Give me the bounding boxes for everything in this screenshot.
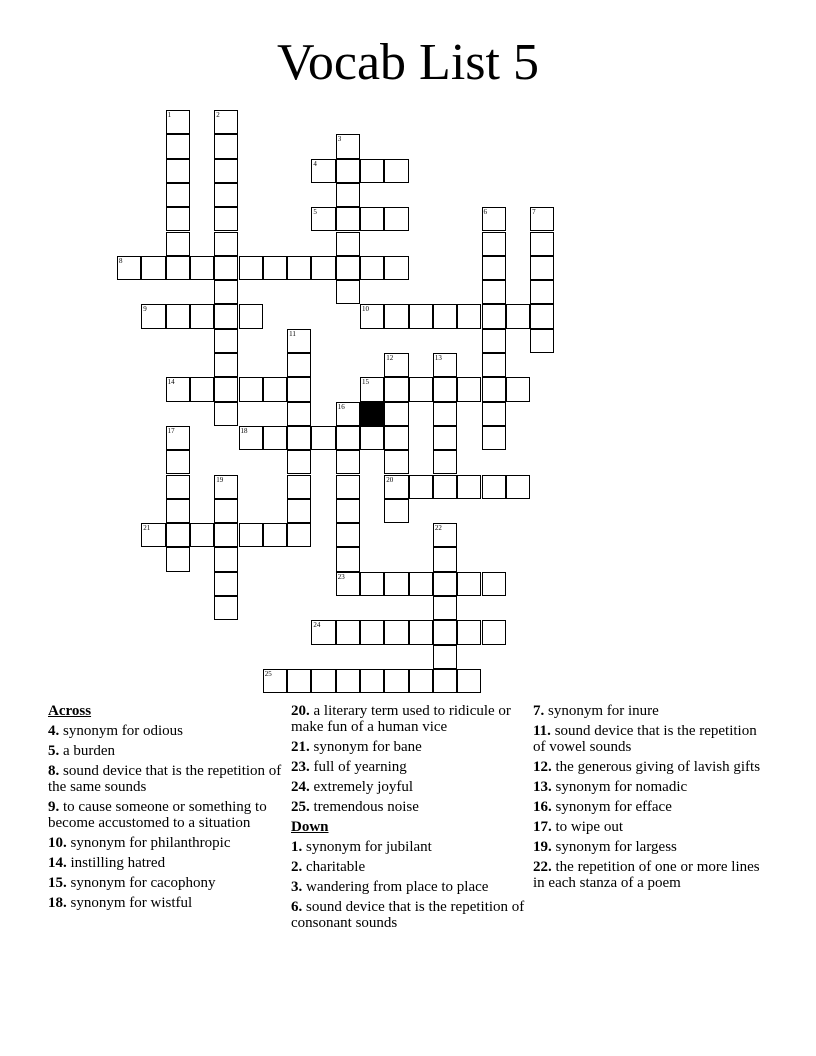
grid-cell[interactable]	[482, 402, 506, 426]
grid-cell[interactable]	[336, 475, 360, 499]
grid-cell[interactable]	[482, 232, 506, 256]
clue-number: 23	[337, 572, 345, 581]
grid-cell[interactable]	[384, 499, 408, 523]
clue-num: 1.	[291, 839, 303, 855]
grid-cell[interactable]	[141, 256, 165, 280]
clue-text: tremendous noise	[309, 799, 419, 815]
grid-cell[interactable]	[214, 402, 238, 426]
clue-text: synonym for jubilant	[302, 839, 432, 855]
clue-text: synonym for cacophony	[66, 875, 216, 891]
clue-num: 11.	[533, 723, 551, 739]
grid-cell[interactable]	[433, 450, 457, 474]
grid-cell[interactable]	[166, 232, 190, 256]
grid-cell[interactable]	[457, 377, 481, 401]
grid-cell[interactable]	[166, 450, 190, 474]
grid-cell[interactable]	[311, 159, 335, 183]
grid-cell[interactable]	[360, 207, 384, 231]
grid-cell[interactable]	[263, 523, 287, 547]
grid-cell[interactable]	[311, 426, 335, 450]
clue-number: 3	[337, 135, 342, 144]
grid-cell[interactable]	[530, 207, 554, 231]
clue-num: 4.	[48, 723, 60, 739]
down-heading: Down	[291, 819, 329, 835]
across-clue	[48, 763, 283, 795]
clue-number: 10	[362, 305, 369, 314]
grid-cell[interactable]	[336, 620, 360, 644]
clue-column-2	[291, 703, 526, 935]
grid-cell[interactable]	[214, 110, 238, 134]
grid-cell[interactable]	[433, 426, 457, 450]
down-clue	[533, 723, 768, 755]
grid-cell[interactable]	[239, 304, 263, 328]
grid-cell[interactable]	[360, 620, 384, 644]
grid-cell[interactable]	[336, 159, 360, 183]
grid-cell[interactable]	[384, 377, 408, 401]
grid-cell[interactable]	[433, 523, 457, 547]
clue-text: charitable	[302, 859, 366, 875]
across-clue	[48, 895, 283, 911]
clue-num: 6.	[291, 899, 303, 915]
grid-cell[interactable]	[482, 572, 506, 596]
grid-cell[interactable]	[360, 669, 384, 693]
down-clue	[533, 703, 768, 719]
clue-number: 21	[143, 524, 151, 533]
grid-cell[interactable]	[506, 304, 530, 328]
grid-cell[interactable]	[530, 280, 554, 304]
clue-number: 7	[532, 208, 536, 217]
grid-cell[interactable]	[166, 304, 190, 328]
grid-cell[interactable]	[457, 572, 481, 596]
grid-cell[interactable]	[409, 377, 433, 401]
grid-cell[interactable]	[214, 329, 238, 353]
clue-number: 19	[216, 475, 224, 484]
grid-cell[interactable]	[384, 304, 408, 328]
grid-cell[interactable]	[457, 475, 481, 499]
grid-cell[interactable]	[166, 207, 190, 231]
clue-number: 11	[289, 329, 296, 338]
grid-cell[interactable]	[433, 402, 457, 426]
grid-cell[interactable]	[482, 475, 506, 499]
clue-num: 5.	[48, 743, 60, 759]
grid-cell[interactable]	[530, 304, 554, 328]
grid-cell[interactable]	[384, 159, 408, 183]
clue-column-3	[533, 703, 768, 895]
grid-cell[interactable]	[384, 475, 408, 499]
grid-cell[interactable]	[360, 377, 384, 401]
clue-number: 4	[313, 159, 317, 168]
down-clue	[533, 859, 768, 891]
clue-number: 9	[143, 305, 147, 314]
clue-text: synonym for inure	[544, 703, 659, 719]
grid-cell[interactable]	[190, 256, 214, 280]
clue-number: 16	[337, 402, 345, 411]
grid-cell[interactable]	[214, 207, 238, 231]
clue-text: full of yearning	[309, 759, 407, 775]
grid-cell[interactable]	[263, 426, 287, 450]
grid-cell[interactable]	[506, 475, 530, 499]
across-clue	[48, 855, 283, 871]
clue-text: the repetition of one or more lines in each stanza of a poem	[533, 859, 760, 891]
down-clue	[291, 859, 526, 875]
grid-cell[interactable]	[384, 256, 408, 280]
grid-cell[interactable]	[384, 620, 408, 644]
grid-cell[interactable]	[214, 353, 238, 377]
down-clue	[291, 839, 526, 855]
grid-cell[interactable]	[360, 256, 384, 280]
crossword-grid[interactable]	[117, 110, 554, 692]
grid-cell[interactable]	[263, 256, 287, 280]
clue-num: 8.	[48, 763, 60, 779]
grid-cell[interactable]	[287, 475, 311, 499]
across-clue	[48, 743, 283, 759]
grid-cell[interactable]	[384, 207, 408, 231]
grid-cell[interactable]	[214, 572, 238, 596]
grid-cell[interactable]	[433, 475, 457, 499]
clue-number: 6	[483, 208, 487, 217]
grid-cell[interactable]	[239, 426, 263, 450]
grid-cell[interactable]	[360, 304, 384, 328]
down-clue	[533, 819, 768, 835]
clue-number: 20	[386, 475, 394, 484]
clue-number: 14	[167, 378, 175, 387]
grid-cell[interactable]	[214, 304, 238, 328]
grid-cell[interactable]	[190, 523, 214, 547]
grid-cell[interactable]	[433, 645, 457, 669]
grid-cell[interactable]	[433, 304, 457, 328]
grid-cell[interactable]	[214, 377, 238, 401]
page-title: Vocab List 5	[277, 34, 539, 91]
clue-number: 1	[167, 111, 172, 119]
clue-num: 12.	[533, 759, 552, 775]
grid-cell[interactable]	[287, 256, 311, 280]
grid-cell[interactable]	[287, 377, 311, 401]
grid-cell[interactable]	[433, 572, 457, 596]
grid-cell[interactable]	[166, 377, 190, 401]
grid-cell[interactable]	[384, 669, 408, 693]
across-clue	[48, 799, 283, 831]
across-clue	[291, 703, 526, 735]
clue-text: synonym for wistful	[66, 895, 193, 911]
clue-text: synonym for philanthropic	[66, 835, 231, 851]
grid-cell[interactable]	[336, 183, 360, 207]
grid-cell[interactable]	[214, 547, 238, 571]
clue-number: 8	[119, 256, 123, 265]
grid-cell[interactable]	[360, 159, 384, 183]
grid-cell[interactable]	[336, 402, 360, 426]
clue-num: 21.	[291, 739, 310, 755]
clue-number: 24	[313, 621, 321, 630]
grid-cell[interactable]	[433, 547, 457, 571]
clue-num: 22.	[533, 859, 552, 875]
clue-number: 22	[434, 524, 442, 533]
grid-cell[interactable]	[482, 256, 506, 280]
clue-text: synonym for bane	[309, 739, 422, 755]
grid-cell[interactable]	[287, 402, 311, 426]
grid-cell[interactable]	[287, 426, 311, 450]
grid-cell[interactable]	[360, 426, 384, 450]
grid-cell[interactable]	[287, 523, 311, 547]
grid-cell[interactable]	[166, 159, 190, 183]
grid-cell[interactable]	[360, 572, 384, 596]
clue-num: 13.	[533, 779, 552, 795]
grid-cell[interactable]	[336, 450, 360, 474]
grid-cell[interactable]	[214, 134, 238, 158]
grid-cell[interactable]	[530, 232, 554, 256]
clue-num: 14.	[48, 855, 67, 871]
grid-cell[interactable]	[336, 547, 360, 571]
grid-cell[interactable]	[336, 256, 360, 280]
clue-number: 15	[362, 378, 369, 387]
grid-cell[interactable]	[190, 304, 214, 328]
down-clue	[533, 779, 768, 795]
clue-text: sound device that is the repetition of consonant sounds	[291, 899, 525, 931]
across-clue	[291, 739, 526, 755]
clue-number: 18	[240, 426, 248, 435]
grid-cell[interactable]	[239, 377, 263, 401]
grid-cell[interactable]	[409, 475, 433, 499]
grid-cell[interactable]	[166, 547, 190, 571]
black-square	[360, 402, 384, 426]
grid-cell[interactable]	[482, 329, 506, 353]
grid-cell[interactable]	[287, 353, 311, 377]
grid-cell[interactable]	[482, 280, 506, 304]
clue-text: a literary term used to ridicule or make fun of a human vice	[291, 703, 511, 735]
clue-num: 3.	[291, 879, 303, 895]
grid-cell[interactable]	[214, 596, 238, 620]
grid-cell[interactable]	[239, 523, 263, 547]
clue-num: 19.	[533, 839, 552, 855]
clue-num: 25.	[291, 799, 310, 815]
clue-num: 16.	[533, 799, 552, 815]
grid-cell[interactable]	[336, 207, 360, 231]
grid-cell[interactable]	[482, 426, 506, 450]
grid-cell[interactable]	[311, 669, 335, 693]
clue-num: 24.	[291, 779, 310, 795]
clue-text: instilling hatred	[66, 855, 166, 871]
clue-number: 12	[386, 354, 394, 362]
grid-cell[interactable]	[457, 669, 481, 693]
clue-text: a burden	[59, 743, 116, 759]
clue-text: sound device that is the repetition of the same sounds	[48, 763, 282, 795]
grid-cell[interactable]	[166, 134, 190, 158]
down-clue	[533, 759, 768, 775]
clue-text: synonym for nomadic	[551, 779, 688, 795]
grid-cell[interactable]	[263, 669, 287, 693]
clue-text: synonym for odious	[59, 723, 183, 739]
grid-cell[interactable]	[287, 450, 311, 474]
down-clue	[533, 839, 768, 855]
grid-cell[interactable]	[336, 426, 360, 450]
clue-num: 9.	[48, 799, 60, 815]
grid-cell[interactable]	[166, 475, 190, 499]
clue-num: 2.	[291, 859, 303, 875]
across-clue	[291, 779, 526, 795]
clue-num: 7.	[533, 703, 545, 719]
grid-cell[interactable]	[384, 572, 408, 596]
grid-cell[interactable]	[457, 620, 481, 644]
grid-cell[interactable]	[166, 110, 190, 134]
grid-cell[interactable]	[433, 377, 457, 401]
clue-number: 13	[434, 354, 442, 362]
grid-cell[interactable]	[141, 304, 165, 328]
grid-cell[interactable]	[482, 353, 506, 377]
across-heading: Across	[48, 703, 92, 719]
grid-cell[interactable]	[482, 377, 506, 401]
down-clue	[291, 899, 526, 931]
grid-cell[interactable]	[214, 256, 238, 280]
grid-cell[interactable]	[506, 377, 530, 401]
grid-cell[interactable]	[433, 620, 457, 644]
clue-number: 17	[167, 426, 175, 435]
grid-cell[interactable]	[336, 232, 360, 256]
clue-column-1	[48, 703, 283, 915]
grid-cell[interactable]	[311, 207, 335, 231]
clue-text: the generous giving of lavish gifts	[551, 759, 761, 775]
clue-num: 23.	[291, 759, 310, 775]
grid-cell[interactable]	[384, 353, 408, 377]
clue-num: 10.	[48, 835, 67, 851]
across-clue	[291, 799, 526, 815]
across-clue	[48, 875, 283, 891]
grid-cell[interactable]	[336, 572, 360, 596]
down-clue	[291, 879, 526, 895]
clue-number: 2	[216, 111, 220, 119]
grid-cell[interactable]	[409, 304, 433, 328]
grid-cell[interactable]	[336, 499, 360, 523]
clue-num: 15.	[48, 875, 67, 891]
grid-cell[interactable]	[336, 134, 360, 158]
grid-cell[interactable]	[482, 207, 506, 231]
grid-cell[interactable]	[190, 377, 214, 401]
clue-num: 18.	[48, 895, 67, 911]
clue-text: to wipe out	[551, 819, 623, 835]
across-clue	[48, 835, 283, 851]
grid-cell[interactable]	[384, 426, 408, 450]
grid-cell[interactable]	[530, 329, 554, 353]
grid-cell[interactable]	[214, 232, 238, 256]
grid-cell[interactable]	[433, 669, 457, 693]
grid-cell[interactable]	[433, 596, 457, 620]
clue-text: synonym for largess	[551, 839, 677, 855]
grid-cell[interactable]	[384, 450, 408, 474]
clue-text: to cause someone or something to become accustomed to a situation	[48, 799, 267, 831]
grid-cell[interactable]	[409, 620, 433, 644]
grid-cell[interactable]	[166, 183, 190, 207]
down-clue	[533, 799, 768, 815]
grid-cell[interactable]	[384, 402, 408, 426]
clue-text: wandering from place to place	[302, 879, 489, 895]
grid-cell[interactable]	[287, 669, 311, 693]
clue-num: 20.	[291, 703, 310, 719]
grid-cell[interactable]	[482, 304, 506, 328]
grid-cell[interactable]	[239, 256, 263, 280]
clue-number: 5	[313, 208, 317, 217]
across-clue	[48, 723, 283, 739]
grid-cell[interactable]	[311, 256, 335, 280]
grid-cell[interactable]	[482, 620, 506, 644]
grid-cell[interactable]	[263, 377, 287, 401]
clue-num: 17.	[533, 819, 552, 835]
grid-cell[interactable]	[457, 304, 481, 328]
grid-cell[interactable]	[336, 280, 360, 304]
grid-cell[interactable]	[214, 280, 238, 304]
grid-cell[interactable]	[336, 523, 360, 547]
grid-cell[interactable]	[409, 669, 433, 693]
grid-cell[interactable]	[336, 669, 360, 693]
clue-text: sound device that is the repetition of vowel sounds	[533, 723, 757, 755]
grid-cell[interactable]	[530, 256, 554, 280]
grid-cell[interactable]	[141, 523, 165, 547]
clue-text: extremely joyful	[309, 779, 414, 795]
grid-cell[interactable]	[214, 475, 238, 499]
clue-number: 25	[264, 669, 272, 678]
across-clue	[291, 759, 526, 775]
grid-cell[interactable]	[166, 499, 190, 523]
grid-cell[interactable]	[166, 426, 190, 450]
grid-cell[interactable]	[117, 256, 141, 280]
clue-text: synonym for efface	[551, 799, 672, 815]
grid-cell[interactable]	[433, 353, 457, 377]
grid-cell[interactable]	[287, 499, 311, 523]
grid-cell[interactable]	[214, 499, 238, 523]
grid-cell[interactable]	[166, 256, 190, 280]
grid-cell[interactable]	[214, 159, 238, 183]
grid-cell[interactable]	[214, 523, 238, 547]
grid-cell[interactable]	[409, 572, 433, 596]
grid-cell[interactable]	[214, 183, 238, 207]
grid-cell[interactable]	[287, 329, 311, 353]
grid-cell[interactable]	[166, 523, 190, 547]
grid-cell[interactable]	[311, 620, 335, 644]
